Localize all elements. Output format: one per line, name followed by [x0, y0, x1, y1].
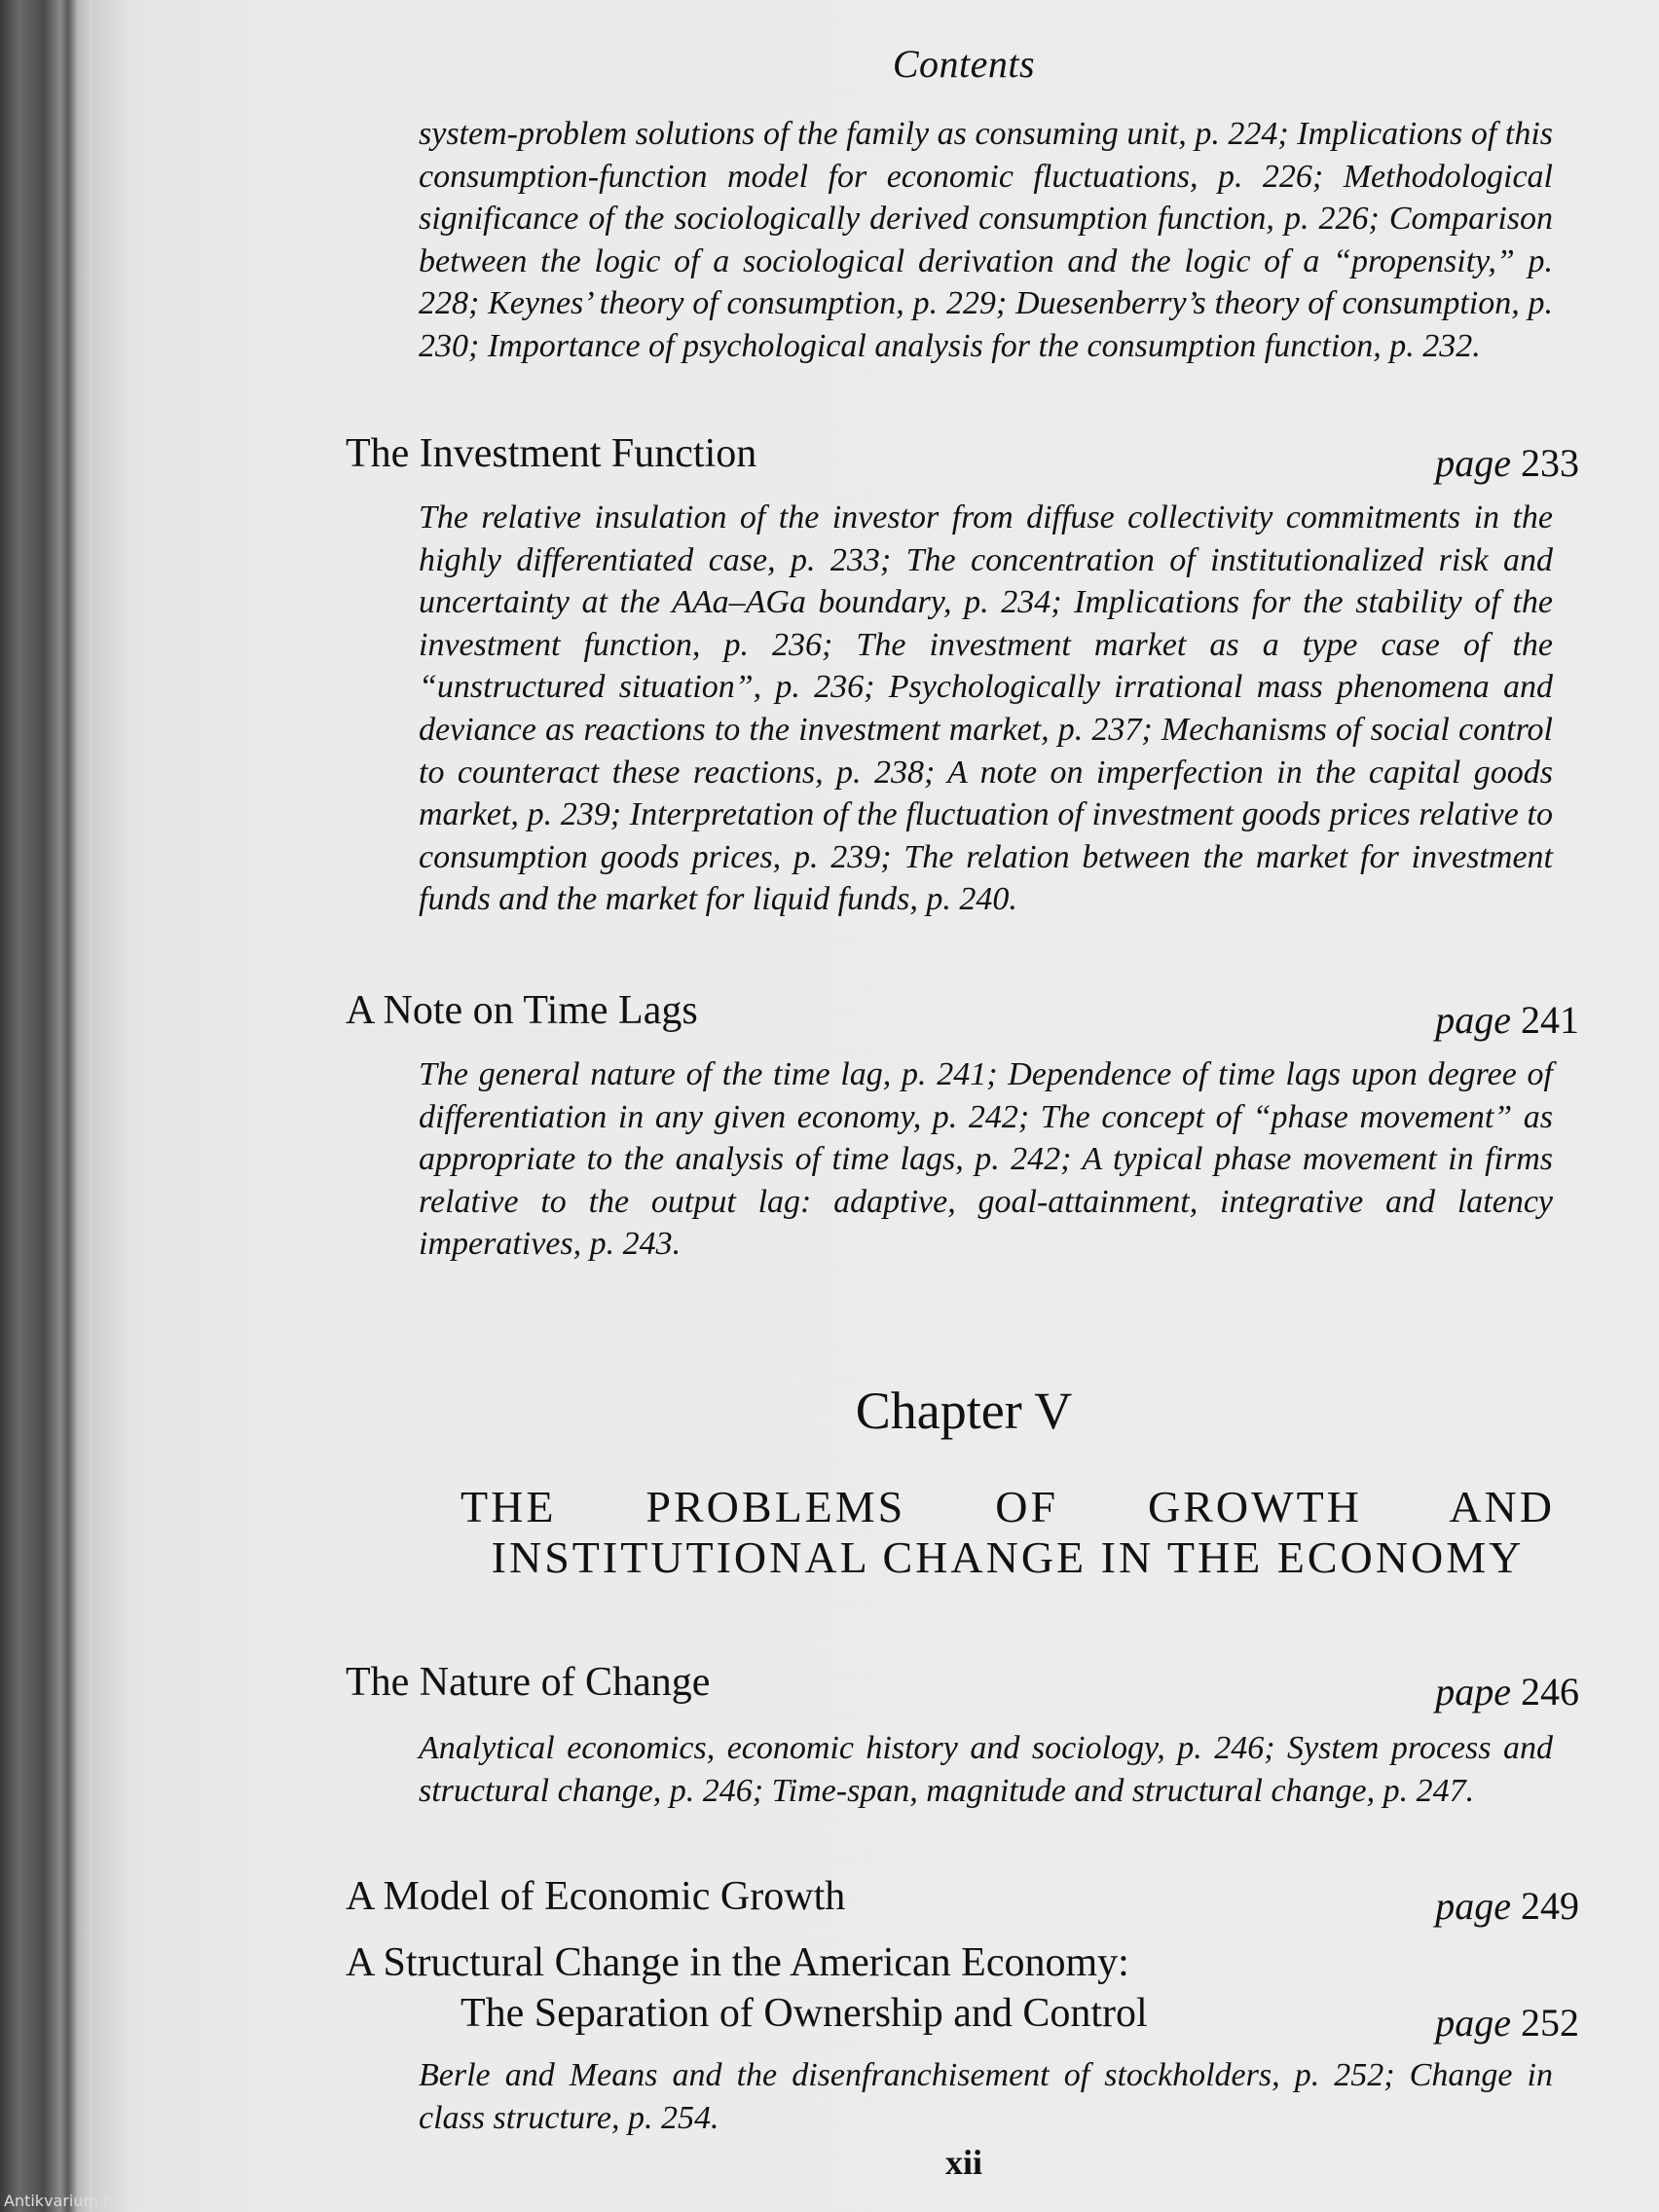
page-number: 249 — [1521, 1884, 1579, 1928]
entry-title-economic-growth: A Model of Economic Growth — [346, 1874, 846, 1919]
entry-description-investment-function: The relative insulation of the investor from diffuse collectivity commitments in the highly differentiated case, p. 233; The concentration of institutionalized risk and uncertainty at the AAa–AGa boundary, p. 234; Implications for the stability of the investment function, p. 236; The investment market as a type case of the “unstructured situation”, p. 236; Psychologically irrational mass phenomena and deviance as reactions to the investment market, p. 237; Mechanisms of social control to counteract these reactions, p. 238; A note on imperfection in the capital goods market, p. 239; Interpretation of the fluctuation of investment goods prices relative to consumption goods prices, p. 239; The relation between the market for investment funds and the market for liquid funds, p. 240. — [419, 499, 1553, 918]
page-number: 241 — [1521, 998, 1579, 1042]
book-binding-edge — [0, 0, 92, 2212]
entry-page-economic-growth — [1435, 1883, 1579, 1929]
page-number: 233 — [1521, 441, 1579, 485]
page-word: page — [1435, 2001, 1511, 2045]
entry-title-investment-function: The Investment Function — [346, 431, 757, 476]
page-word: page — [1435, 1884, 1511, 1928]
page-folio: xii — [944, 2143, 982, 2182]
entry-description-time-lags: The general nature of the time lag, p. 241; Dependence of time lags upon degree of differentiation in any given economy, p. 242; The concept of “phase movement” as appropriate to the analysis of time lags, p. 242; A typical phase movement in firms relative to the output lag: adaptive, goal-attainment, integrative and latency imperatives, p. 243. — [419, 1056, 1553, 1263]
entry-page-time-lags — [1435, 997, 1579, 1043]
entry-page-investment-function — [1435, 440, 1579, 486]
entry-subtitle-structural-change: The Separation of Ownership and Control — [461, 1991, 1148, 2036]
page-word: page — [1435, 998, 1511, 1042]
entry-title-structural-change: A Structural Change in the American Economy: — [346, 1940, 1129, 1985]
continued-description: system-problem solutions of the family as consuming unit, p. 224; Implications of this consumption-function model for economic fluctuations, p. 226; Methodological significance of the sociologically derived consumption function, p. 226; Comparison between the logic of a sociological derivation and the logic of a “propensity,” p. 228; Keynes’ theory of consumption, p. 229; Duesenberry’s theory of consumption, p. 230; Importance of psychological analysis for the consumption function, p. 232. — [419, 116, 1553, 364]
page-word: page — [1435, 441, 1511, 485]
chapter-heading: Chapter V — [855, 1382, 1073, 1440]
entry-title-nature-of-change: The Nature of Change — [346, 1660, 711, 1705]
book-page — [92, 0, 1659, 2212]
watermark: Antikvarium.hu — [4, 2192, 124, 2210]
chapter-title: THE PROBLEMS OF GROWTH AND INSTITUTIONAL CHANGE IN THE ECONOMY — [461, 1482, 1555, 1582]
page-word: pape — [1435, 1670, 1511, 1714]
entry-page-nature-of-change — [1435, 1669, 1579, 1714]
entry-page-structural-change — [1435, 2000, 1579, 2046]
entry-title-time-lags: A Note on Time Lags — [346, 988, 698, 1033]
running-head: Contents — [892, 42, 1036, 86]
entry-description-nature-of-change: Analytical economics, economic history and sociology, p. 246; System process and structural change, p. 246; Time-span, magnitude and structural change, p. 247. — [419, 1730, 1553, 1809]
page-number: 252 — [1521, 2001, 1579, 2045]
page-number: 246 — [1521, 1670, 1579, 1714]
entry-description-structural-change: Berle and Means and the disenfranchisement of stockholders, p. 252; Change in class structure, p. 254. — [419, 2057, 1553, 2136]
